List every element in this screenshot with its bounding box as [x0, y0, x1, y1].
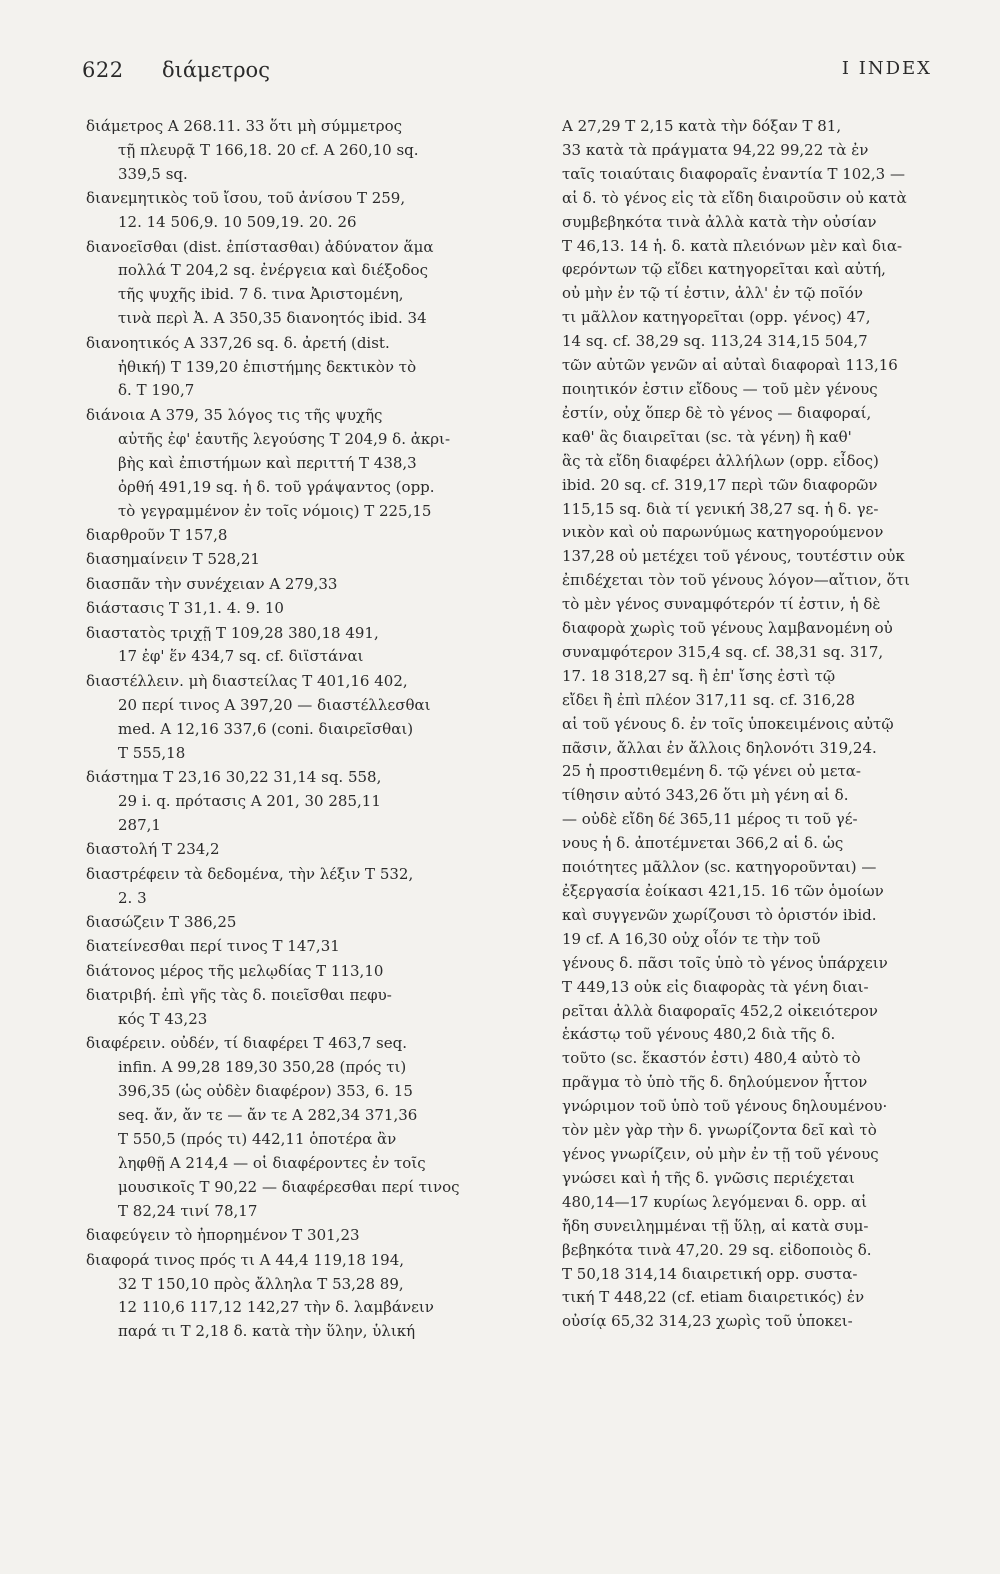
- index-entry: [86, 187, 514, 235]
- entry-line: διαστολή Τ 234,2: [86, 840, 220, 859]
- entry-line: διαφέρειν. οὐδέν, τί διαφέρει Τ 463,7 seq.: [86, 1034, 407, 1053]
- index-entry: [86, 1224, 514, 1248]
- entry-line: τὸ γεγραμμένον ἐν τοῖς νόμοις) Τ 225,15: [118, 501, 432, 520]
- entry-line: ταῖς τοιαύταις διαφοραῖς ἐναντία Τ 102,3 —: [562, 164, 905, 183]
- entry-line: 480,14—17 κυρίως λεγόμεναι δ. opp. αἱ: [562, 1192, 867, 1211]
- entry-line: βὴς καὶ ἐπιστήμων καὶ περιττή Τ 438,3: [118, 453, 417, 472]
- entry-line: τὸν μὲν γὰρ τὴν δ. γνωρίζοντα δεῖ καὶ τὸ: [562, 1121, 877, 1140]
- index-entry: [86, 597, 514, 621]
- index-title: I INDEX: [841, 58, 932, 79]
- index-entry: [86, 404, 514, 524]
- entry-line: διανοητικός Α 337,26 sq. δ. ἀρετή (dist.: [86, 333, 390, 352]
- entry-line: 32 Τ 150,10 πρὸς ἄλληλα Τ 53,28 89,: [118, 1274, 404, 1293]
- entry-line: 115,15 sq. διὰ τί γενική 38,27 sq. ἡ δ. γε-: [562, 499, 879, 518]
- entry-line: ἑκάστῳ τοῦ γένους 480,2 διὰ τῆς δ.: [562, 1025, 836, 1044]
- entry-line: νους ἡ δ. ἀποτέμνεται 366,2 αἱ δ. ὡς: [562, 834, 844, 853]
- index-entry: [86, 573, 514, 597]
- entry-line: διάστασις Τ 31,1. 4. 9. 10: [86, 599, 284, 618]
- entry-line: διασπᾶν τὴν συνέχειαν Α 279,33: [86, 574, 338, 593]
- index-entry: [86, 984, 514, 1032]
- entry-line: ἐστίν, οὐχ ὅπερ δὲ τὸ γένος — διαφοραί,: [562, 403, 872, 422]
- index-entry: [86, 548, 514, 572]
- entry-line: διασώζειν Τ 386,25: [86, 912, 237, 931]
- index-entry: [86, 838, 514, 862]
- entry-line: διαφορὰ χωρὶς τοῦ γένους λαμβανομένη οὐ: [562, 619, 893, 638]
- entry-line: ὀρθή 491,19 sq. ἡ δ. τοῦ γράψαντος (opp.: [118, 477, 435, 496]
- entry-line: καθ' ἃς διαιρεῖται (sc. τὰ γένη) ἢ καθ': [562, 427, 852, 446]
- entry-line: τῶν αὐτῶν γενῶν αἱ αὐταὶ διαφοραὶ 113,16: [562, 356, 898, 375]
- entry-line: διαστρέφειν τὰ δεδομένα, τὴν λέξιν Τ 532,: [86, 864, 414, 883]
- entry-line: ρεῖται ἀλλὰ διαφοραῖς 452,2 οἰκειότερον: [562, 1001, 878, 1020]
- entry-line: τῇ πλευρᾷ Τ 166,18. 20 cf. Α 260,10 sq.: [118, 140, 419, 159]
- entry-line: γνώριμον τοῦ ὑπὸ τοῦ γένους δηλουμένου·: [562, 1097, 888, 1116]
- entry-line: 339,5 sq.: [118, 164, 188, 183]
- entry-line: γένους δ. πᾶσι τοῖς ὑπὸ τὸ γένος ὑπάρχειν: [562, 953, 888, 972]
- entry-line: τίθησιν αὐτό 343,26 ὅτι μὴ γένη αἱ δ.: [562, 786, 849, 805]
- entry-line: διάμετρος Α 268.11. 33 ὅτι μὴ σύμμετρος: [86, 117, 403, 135]
- entry-line: ἠθική) Τ 139,20 ἐπιστήμης δεκτικὸν τὸ: [118, 357, 417, 376]
- index-entry: [86, 960, 514, 984]
- entry-line: ἐπιδέχεται τὸν τοῦ γένους λόγον—αἴτιον, ὅτι: [562, 571, 910, 590]
- entry-line: med. Α 12,16 337,6 (coni. διαιρεῖσθαι): [118, 719, 414, 738]
- entry-line: καὶ συγγενῶν χωρίζουσι τὸ ὁριστόν ibid.: [562, 905, 877, 924]
- entry-line: Τ 82,24 τινί 78,17: [118, 1201, 258, 1220]
- entry-line: 12 110,6 117,12 142,27 τὴν δ. λαμβάνειν: [118, 1298, 434, 1317]
- entry-line: διασημαίνειν Τ 528,21: [86, 550, 260, 569]
- entry-line: αἱ τοῦ γένους δ. ἐν τοῖς ὑποκειμένοις αὐτῷ: [562, 714, 894, 733]
- entry-line: διαρθροῦν Τ 157,8: [86, 525, 228, 544]
- index-entry: [86, 911, 514, 935]
- entry-line: 17. 18 318,27 sq. ἢ ἐπ' ἴσης ἐστὶ τῷ: [562, 666, 836, 685]
- index-entry: [86, 524, 514, 548]
- entry-line: τὸ μὲν γένος συναμφότερόν τί ἐστιν, ἡ δὲ: [562, 595, 881, 614]
- entry-line: διάτονος μέρος τῆς μελῳδίας Τ 113,10: [86, 961, 384, 980]
- entry-line: 14 sq. cf. 38,29 sq. 113,24 314,15 504,7: [562, 332, 868, 351]
- entry-line: 396,35 (ὡς οὐδὲν διαφέρον) 353, 6. 15: [118, 1082, 413, 1101]
- index-entry: [86, 115, 514, 187]
- entry-line: Τ 449,13 οὐκ εἰς διαφορὰς τὰ γένη διαι-: [562, 977, 869, 996]
- entry-line: φερόντων τῷ εἴδει κατηγορεῖται καὶ αὐτή,: [562, 260, 886, 279]
- entry-line: διάστημα Τ 23,16 30,22 31,14 sq. 558,: [86, 767, 382, 786]
- entry-line: 19 cf. Α 16,30 οὐχ οἷόν τε τὴν τοῦ: [562, 929, 821, 948]
- entry-line: διατριβή. ἐπὶ γῆς τὰς δ. ποιεῖσθαι πεφυ-: [86, 986, 392, 1005]
- entry-line: πᾶσιν, ἄλλαι ἐν ἄλλοις δηλονότι 319,24.: [562, 738, 877, 757]
- entry-line: παρά τι Τ 2,18 δ. κατὰ τὴν ὕλην, ὑλική: [118, 1322, 416, 1341]
- index-entry: [86, 935, 514, 959]
- entry-line: ἐξεργασία ἐοίκασι 421,15. 16 τῶν ὁμοίων: [562, 882, 884, 900]
- left-column: [86, 115, 514, 1345]
- entry-line: γένος γνωρίζειν, οὐ μὴν ἐν τῇ τοῦ γένους: [562, 1144, 879, 1163]
- entry-line: νικὸν καὶ οὐ παρωνύμως κατηγορούμενον: [562, 523, 884, 542]
- entry-line: ποιότητες μᾶλλον (sc. κατηγοροῦνται) —: [562, 858, 877, 877]
- entry-line: Τ 555,18: [118, 743, 186, 762]
- entry-line: διανοεῖσθαι (dist. ἐπίστασθαι) ἀδύνατον ἅμα: [86, 237, 434, 256]
- entry-line: τι μᾶλλον κατηγορεῖται (opp. γένος) 47,: [562, 308, 871, 327]
- right-column: [562, 115, 938, 1335]
- entry-line: διατείνεσθαι περί τινος Τ 147,31: [86, 937, 340, 956]
- entry-line: 137,28 οὐ μετέχει τοῦ γένους, τουτέστιν οὐκ: [562, 547, 905, 566]
- index-entry: [86, 1032, 514, 1223]
- index-entry-continuation: [562, 115, 938, 1334]
- entry-line: ἤδη συνειλημμέναι τῇ ὕλῃ, αἱ κατὰ συμ-: [562, 1216, 869, 1235]
- entry-line: οὐ μὴν ἐν τῷ τί ἐστιν, ἀλλ' ἐν τῷ ποῖόν: [562, 284, 864, 303]
- entry-line: οὐσίᾳ 65,32 314,23 χωρὶς τοῦ ὑποκει-: [562, 1312, 853, 1331]
- entry-line: ἃς τὰ εἴδη διαφέρει ἀλλήλων (opp. εἶδος): [562, 451, 879, 470]
- entry-line: Τ 550,5 (πρός τι) 442,11 ὁποτέρα ἂν: [118, 1130, 397, 1149]
- entry-line: αὐτῆς ἐφ' ἑαυτῆς λεγούσης Τ 204,9 δ. ἀκρι-: [118, 429, 451, 448]
- entry-line: γνώσει καὶ ἡ τῆς δ. γνῶσις περιέχεται: [562, 1168, 855, 1187]
- entry-line: διάνοια Α 379, 35 λόγος τις τῆς ψυχῆς: [86, 405, 383, 424]
- entry-line: τοῦτο (sc. ἕκαστόν ἐστι) 480,4 αὐτὸ τὸ: [562, 1049, 861, 1068]
- entry-line: τῆς ψυχῆς ibid. 7 δ. τινα Ἀριστομένη,: [118, 285, 404, 304]
- entry-line: διαστέλλειν. μὴ διαστείλας Τ 401,16 402,: [86, 671, 408, 690]
- entry-line: συμβεβηκότα τινὰ ἀλλὰ κατὰ τὴν οὐσίαν: [562, 212, 877, 231]
- entry-line: ληφθῇ Α 214,4 — οἱ διαφέροντες ἐν τοῖς: [118, 1153, 426, 1172]
- entry-line: Α 27,29 Τ 2,15 κατὰ τὴν δόξαν Τ 81,: [562, 117, 842, 135]
- entry-line: διανεμητικὸς τοῦ ἴσου, τοῦ ἀνίσου Τ 259,: [86, 189, 406, 208]
- entry-line: διαφεύγειν τὸ ἠπορημένον Τ 301,23: [86, 1226, 360, 1245]
- entry-line: 2. 3: [118, 888, 147, 907]
- index-entry: [86, 670, 514, 766]
- entry-line: Τ 50,18 314,14 διαιρετική opp. συστα-: [562, 1264, 858, 1283]
- entry-line: πολλά Τ 204,2 sq. ἐνέργεια καὶ διέξοδος: [118, 261, 428, 280]
- entry-line: μουσικοῖς Τ 90,22 — διαφέρεσθαι περί τινος: [118, 1177, 460, 1196]
- page-header: [82, 58, 932, 92]
- entry-line: 17 ἐφ' ἕν 434,7 sq. cf. διϊστάναι: [118, 647, 364, 666]
- entry-line: infin. Α 99,28 189,30 350,28 (πρός τι): [118, 1058, 407, 1077]
- entry-line: 29 i. q. πρότασις Α 201, 30 285,11: [118, 791, 381, 810]
- entry-line: βεβηκότα τινὰ 47,20. 29 sq. εἰδοποιὸς δ.: [562, 1240, 872, 1259]
- index-entry: [86, 236, 514, 332]
- entry-line: κός Τ 43,23: [118, 1010, 208, 1029]
- entry-line: ibid. 20 sq. cf. 319,17 περὶ τῶν διαφορῶν: [562, 475, 878, 494]
- index-entry: [86, 766, 514, 838]
- entry-line: 12. 14 506,9. 10 509,19. 20. 26: [118, 213, 357, 232]
- index-entry: [86, 622, 514, 670]
- entry-line: διαφορά τινος πρός τι Α 44,4 119,18 194,: [86, 1250, 405, 1269]
- entry-line: τική Τ 448,22 (cf. etiam διαιρετικός) ἐν: [562, 1288, 865, 1307]
- index-entry: [86, 1249, 514, 1345]
- index-entry: [86, 863, 514, 911]
- entry-line: πρᾶγμα τὸ ὑπὸ τῆς δ. δηλούμενον ἧττον: [562, 1073, 868, 1092]
- page-number: 622: [82, 58, 124, 82]
- entry-line: Τ 46,13. 14 ἡ. δ. κατὰ πλειόνων μὲν καὶ δια-: [562, 236, 903, 255]
- running-head: διάμετρος: [162, 58, 270, 82]
- entry-line: 287,1: [118, 815, 161, 834]
- index-entry: [86, 332, 514, 404]
- entry-line: 25 ἡ προστιθεμένη δ. τῷ γένει οὐ μετα-: [562, 762, 862, 781]
- entry-line: — οὐδὲ εἴδη δέ 365,11 μέρος τι τοῦ γέ-: [562, 810, 858, 829]
- entry-line: δ. Τ 190,7: [118, 381, 195, 400]
- entry-line: ποιητικόν ἐστιν εἴδους — τοῦ μὲν γένους: [562, 379, 878, 398]
- entry-line: 33 κατὰ τὰ πράγματα 94,22 99,22 τὰ ἐν: [562, 140, 869, 159]
- entry-line: διαστατὸς τριχῇ Τ 109,28 380,18 491,: [86, 623, 379, 642]
- entry-line: τινὰ περὶ Ἀ. Α 350,35 διανοητός ibid. 34: [118, 309, 427, 328]
- entry-line: αἱ δ. τὸ γένος εἰς τὰ εἴδη διαιροῦσιν οὐ κατὰ: [562, 188, 907, 207]
- entry-line: 20 περί τινος Α 397,20 — διαστέλλεσθαι: [118, 695, 431, 714]
- entry-line: συναμφότερον 315,4 sq. cf. 38,31 sq. 317,: [562, 642, 884, 661]
- entry-line: seq. ἄν, ἄν τε — ἄν τε Α 282,34 371,36: [118, 1106, 418, 1125]
- entry-line: εἴδει ἢ ἐπὶ πλέον 317,11 sq. cf. 316,28: [562, 690, 855, 709]
